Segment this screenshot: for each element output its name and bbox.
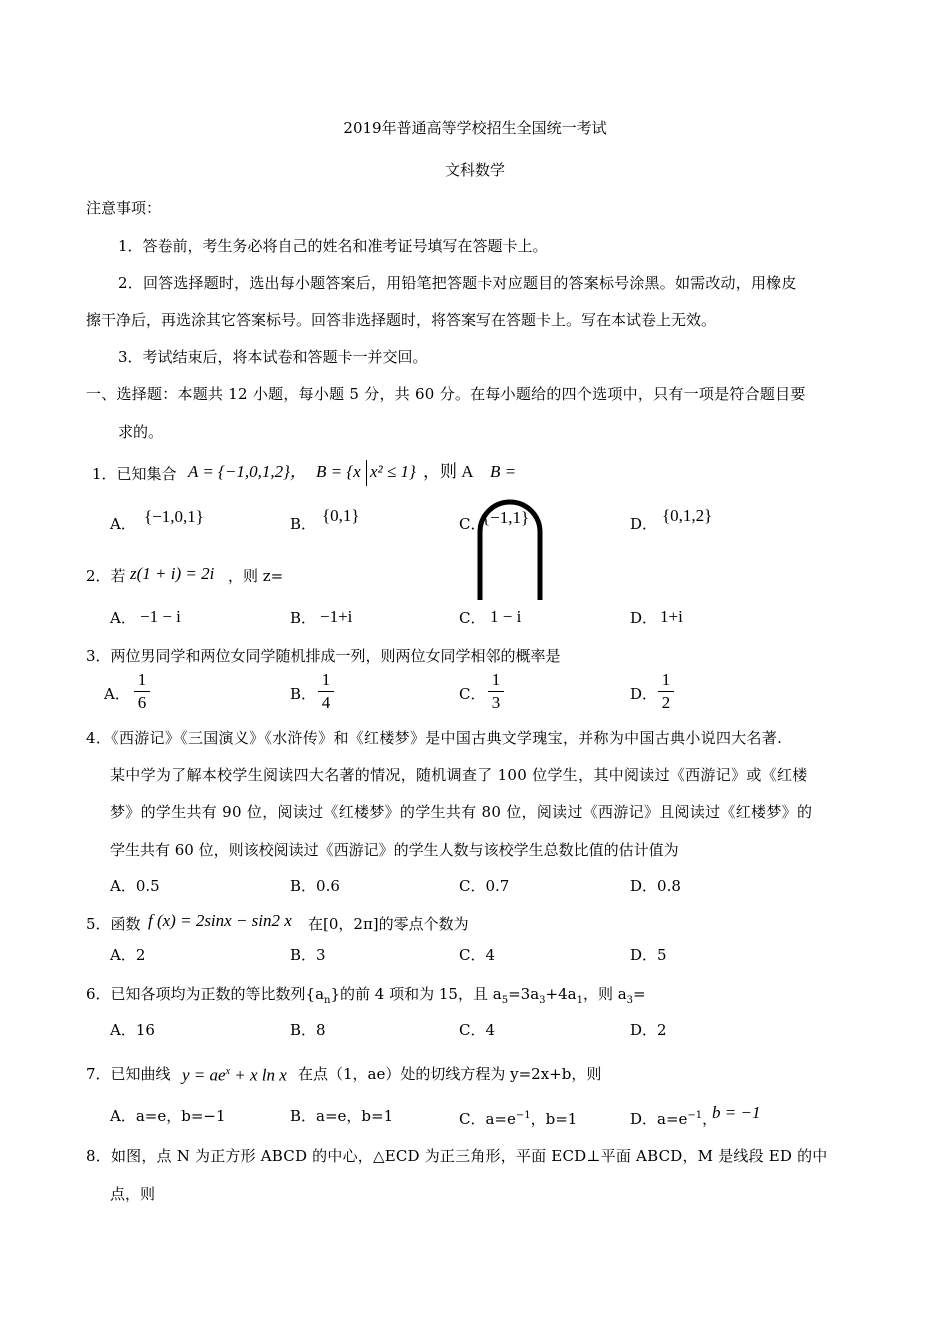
q1-tail: B = (490, 462, 517, 481)
q5-option-c: C．4 (459, 946, 496, 964)
q1-set-b: B = {x (316, 462, 361, 481)
q4-line-4: 学生共有 60 位，则该校阅读过《西游记》的学生人数与该校学生总数比值的估计值为 (110, 841, 679, 859)
q5-expr: f (x) = 2sinx − sin2 x (148, 911, 292, 930)
section-heading-line-1: 一、选择题：本题共 12 小题，每小题 5 分，共 60 分。在每小题给的四个选项中，只有一项是符合题目要 (86, 385, 806, 403)
q4-option-b: B．0.6 (290, 877, 340, 895)
q2-option-b-label: B． (290, 609, 317, 627)
q6-option-c: C．4 (459, 1021, 496, 1039)
q1-option-d-value: {0,1,2} (662, 506, 713, 525)
intersection-symbol-icon (474, 496, 546, 600)
q3-option-d-numerator: 1 (661, 670, 671, 689)
q1-option-c-label: C． (459, 515, 486, 533)
q3-option-d-fraction (658, 670, 674, 713)
q1-option-a-label: A． (110, 515, 136, 533)
q3-option-a-label: A． (104, 685, 130, 703)
q5-option-a: A．2 (110, 946, 146, 964)
q2-expr: z(1 + i) = 2i (130, 564, 215, 583)
q1-option-b-label: B． (290, 515, 317, 533)
note-3: 3．考试结束后，将本试卷和答题卡一并交回。 (118, 348, 428, 366)
q1-option-c-value: {−1,1} (482, 508, 530, 527)
q3-text: 3．两位男同学和两位女同学随机排成一列，则两位女同学相邻的概率是 (86, 647, 561, 665)
q5-suffix: 在[0，2π]的零点个数为 (308, 915, 469, 933)
q8-line-2: 点，则 (110, 1185, 156, 1203)
q1-option-d-label: D． (630, 515, 658, 533)
q7-option-c: C．$a=e^{-1}$，b=1 (459, 1110, 578, 1128)
q6-option-d: D．2 (630, 1021, 667, 1039)
q7-option-b: B．a=e，b=1 (290, 1107, 394, 1125)
note-2-line-2: 擦干净后，再选涂其它答案标号。回答非选择题时，将答案写在答题卡上。写在本试卷上无效。 (86, 311, 717, 329)
q4-line-2: 某中学为了解本校学生阅读四大名著的情况，随机调查了 100 位学生，其中阅读过《西游记》或《红楼 (110, 766, 808, 784)
q7-expr: $y = ae^x + x$ ln x (182, 1065, 287, 1085)
q1-suffix: ，则 A (423, 462, 474, 481)
q3-option-b-fraction (318, 670, 334, 713)
q8-line-1: 8．如图，点 N 为正方形 ABCD 的中心，△ECD 为正三角形，平面 ECD⊥平面 ABCD，M 是线段 ED 的中 (86, 1147, 828, 1165)
notes-heading: 注意事项： (86, 199, 162, 217)
q6-option-a: A．16 (110, 1021, 155, 1039)
q4-option-d: D．0.8 (630, 877, 681, 895)
q3-option-c-fraction (488, 670, 504, 713)
q5-prefix: 5．函数 (86, 915, 141, 933)
q2-option-a-label: A． (110, 609, 136, 627)
q2-option-c-label: C． (459, 609, 486, 627)
q3-option-d-label: D． (630, 685, 658, 703)
q3-option-c-numerator: 1 (491, 670, 501, 689)
q1-prefix: 1．已知集合 (92, 465, 177, 483)
note-1: 1．答卷前，考生务必将自己的姓名和准考证号填写在答题卡上。 (118, 237, 548, 255)
q1-option-b-value: {0,1} (322, 506, 360, 525)
q2-prefix: 2．若 (86, 567, 126, 585)
q3-option-b-label: B． (290, 685, 317, 703)
q7-option-d-value: b = −1 (712, 1103, 761, 1122)
q4-option-a: A．0.5 (110, 877, 160, 895)
q3-option-a-denominator: 6 (137, 693, 147, 712)
q1-set-a: A = {−1,0,1,2}， (188, 462, 307, 481)
q1-set-bar (366, 460, 367, 486)
q4-line-3: 梦》的学生共有 90 位，阅读过《红楼梦》的学生共有 80 位，阅读过《西游记》且阅读过《红楼梦》的 (110, 803, 813, 821)
q2-option-d-label: D． (630, 609, 658, 627)
q3-option-c-label: C． (459, 685, 486, 703)
q3-option-a-numerator: 1 (137, 670, 147, 689)
q5-option-b: B．3 (290, 946, 326, 964)
q3-option-a-fraction (134, 670, 150, 713)
q2-option-a-value: −1 − i (140, 607, 181, 626)
q6-option-b: B．8 (290, 1021, 326, 1039)
q7-prefix: 7．已知曲线 (86, 1065, 171, 1083)
q3-option-b-denominator: 4 (321, 693, 331, 712)
q3-option-d-denominator: 2 (661, 693, 671, 712)
q3-option-b-numerator: 1 (321, 670, 331, 689)
q4-option-c: C．0.7 (459, 877, 510, 895)
section-heading-line-2: 求的。 (118, 423, 164, 441)
note-2-line-1: 2．回答选择题时，选出每小题答案后，用铅笔把答题卡对应题目的答案标号涂黑。如需改动，用橡皮 (118, 274, 797, 292)
q1-set-b-cond: x² ≤ 1} (370, 462, 416, 481)
q5-option-d: D．5 (630, 946, 667, 964)
q1-option-a-value: {−1,0,1} (144, 507, 204, 526)
q7-option-d: D．$a=e^{-1}$， (630, 1110, 718, 1128)
q7-suffix: 在点（1，ae）处的切线方程为 y=2x+b，则 (298, 1065, 602, 1083)
q2-suffix: ，则 z= (228, 567, 284, 585)
q7-option-a: A．a=e，b=−1 (110, 1107, 226, 1125)
q3-option-c-denominator: 3 (491, 693, 501, 712)
q2-option-b-value: −1+i (320, 607, 353, 626)
q6-text: 6．已知各项均为正数的等比数列$\{a_n\}$的前 4 项和为 15，且 $a_5=3a_3+4a_1$，则 $a_3=$ (86, 985, 646, 1006)
q2-option-c-value: 1 − i (490, 607, 522, 626)
exam-title: 2019年普通高等学校招生全国统一考试 (343, 119, 607, 137)
exam-subtitle: 文科数学 (444, 161, 505, 179)
q4-line-1: 4．《西游记》《三国演义》《水浒传》和《红楼梦》是中国古典文学瑰宝，并称为中国古典小说四大名著. (86, 729, 783, 747)
q2-option-d-value: 1+i (660, 607, 683, 626)
